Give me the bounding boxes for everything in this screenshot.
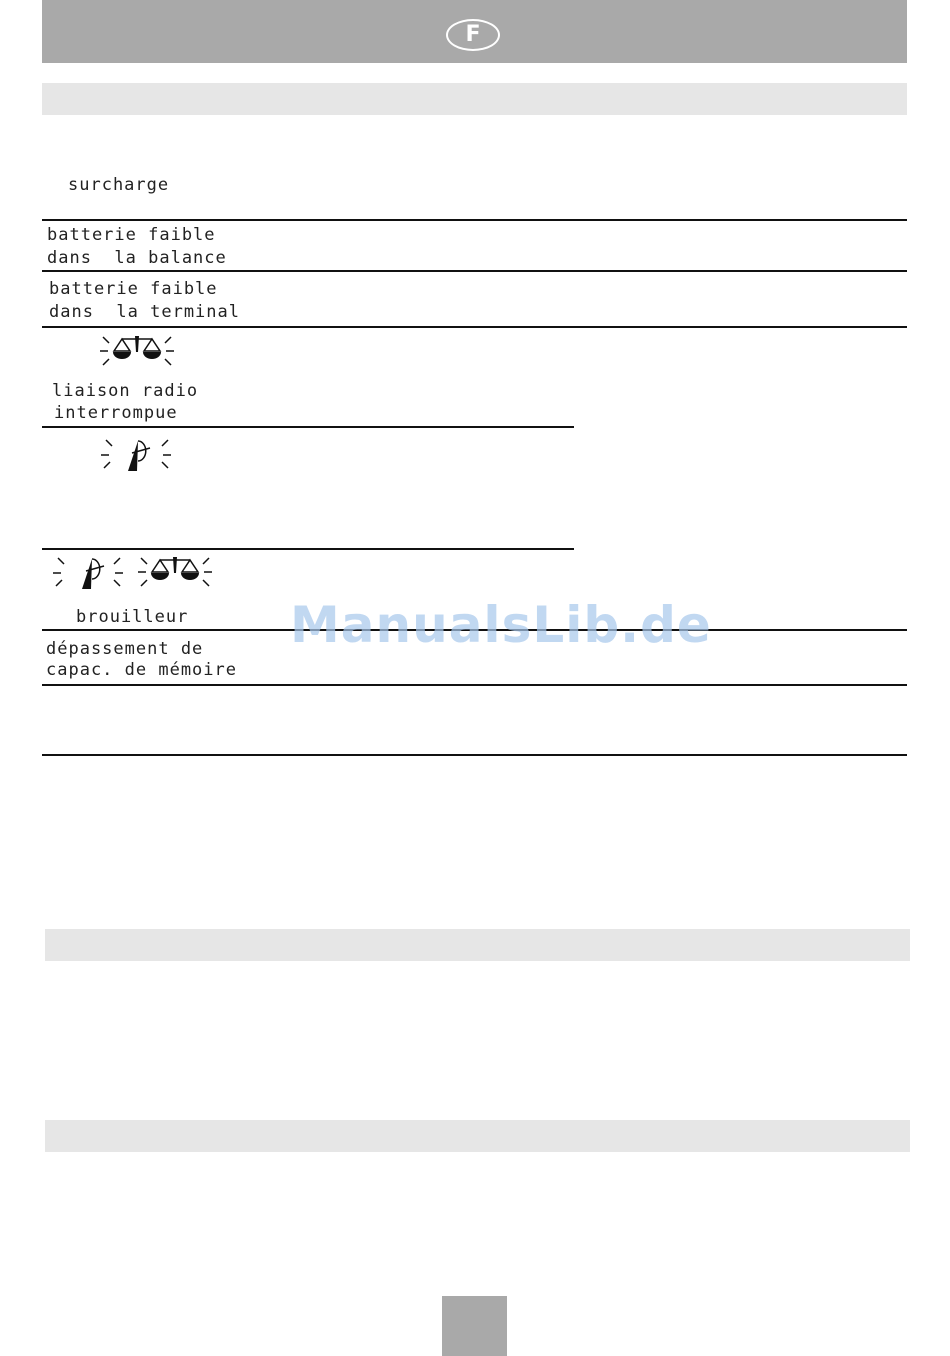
language-badge: F <box>446 19 500 51</box>
section-bar-top <box>42 83 907 115</box>
row-divider <box>42 219 907 221</box>
row-divider <box>42 270 907 272</box>
battery-scale-line1: batterie faible <box>47 225 216 245</box>
radio-line2: interrompue <box>54 403 178 423</box>
row-divider <box>42 684 907 686</box>
table-bottom-line <box>42 754 907 756</box>
row-divider <box>42 426 574 428</box>
battery-terminal-line1: batterie faible <box>49 279 218 299</box>
battery-scale-line2: dans la balance <box>47 248 227 268</box>
radio-line1: liaison radio <box>52 381 199 401</box>
overload-message: surcharge <box>68 175 170 195</box>
antenna-icon <box>100 437 174 473</box>
memory-line2: capac. de mémoire <box>46 660 237 680</box>
memory-line1: dépassement de <box>46 639 204 659</box>
row-divider <box>42 548 574 550</box>
battery-terminal-line2: dans la terminal <box>49 302 240 322</box>
watermark: ManualsLib.de <box>290 596 712 654</box>
section-bar-middle <box>45 929 910 961</box>
scale-icon <box>138 555 212 591</box>
page-number-tab <box>442 1296 507 1356</box>
section-bar-bottom <box>45 1120 910 1152</box>
scale-icon <box>100 334 174 370</box>
jammer-message: brouilleur <box>76 607 189 627</box>
antenna-icon <box>52 555 126 591</box>
row-divider <box>42 326 907 328</box>
